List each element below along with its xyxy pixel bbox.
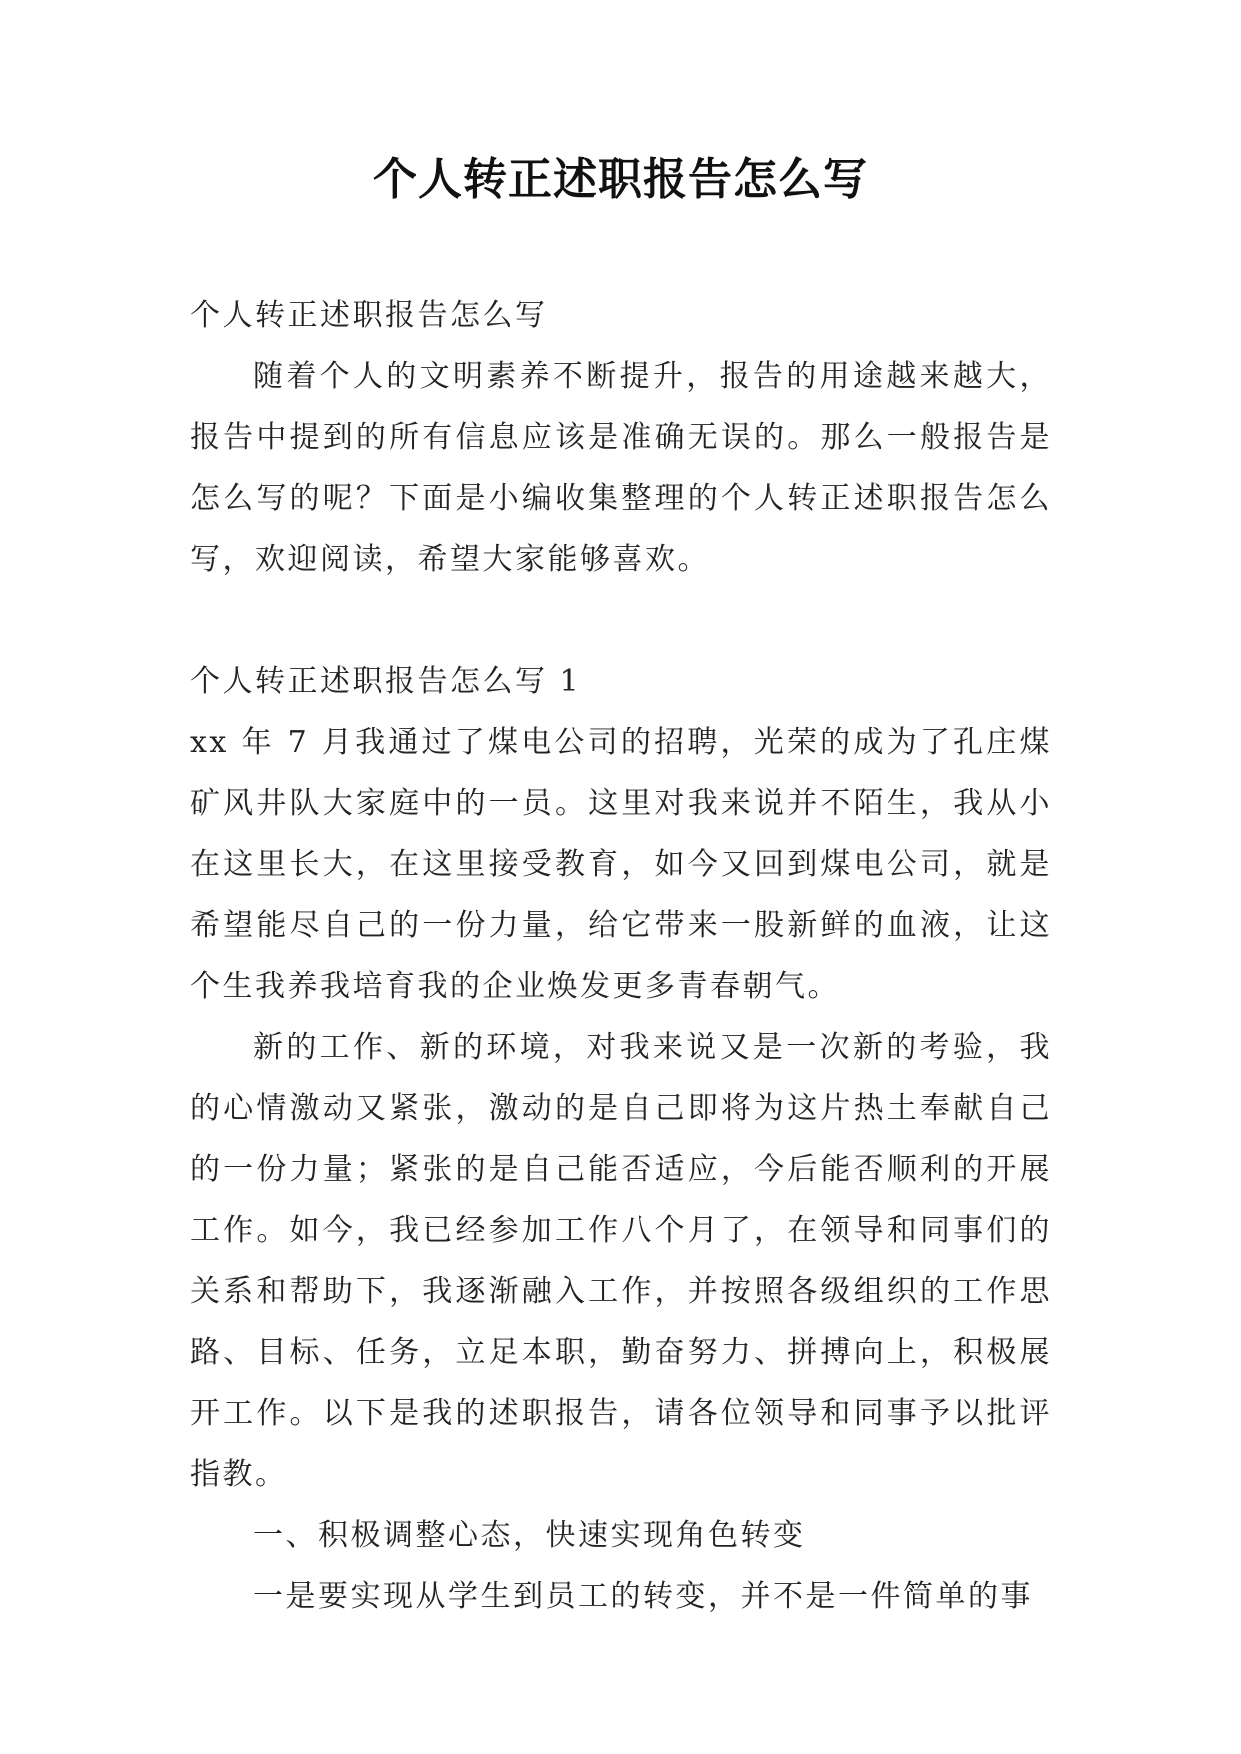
section-heading: 个人转正述职报告怎么写 1 <box>190 664 582 699</box>
document-title: 个人转正述职报告怎么写 <box>373 154 868 205</box>
body-paragraph: xx 年 7 月我通过了煤电公司的招聘，光荣的成为了孔庄煤矿风井队大家庭中的一员。这里对我来说并不陌生，我从小在这里长大，在这里接受教育，如今又回到煤电公司，就是希望能尽自己的一份力量，给它带来一股新鲜的血液，让这个生我养我培育我的企业焕发更多青春朝气。 <box>190 725 1052 1004</box>
point-heading: 一、积极调整心态，快速实现角色转变 <box>253 1518 806 1553</box>
intro-paragraph: 随着个人的文明素养不断提升，报告的用途越来越大，报告中提到的所有信息应该是准确无误的。那么一般报告是怎么写的呢？下面是小编收集整理的个人转正述职报告怎么写，欢迎阅读，希望大家能够喜欢。 <box>190 359 1052 577</box>
body-paragraph: 新的工作、新的环境，对我来说又是一次新的考验，我的心情激动又紧张，激动的是自己即将为这片热土奉献自己的一份力量；紧张的是自己能否适应，今后能否顺利的开展工作。如今，我已经参加工作八个月了，在领导和同事们的关系和帮助下，我逐渐融入工作，并按照各级组织的工作思路、目标、任务，立足本职，勤奋努力、拼搏向上，积极展开工作。以下是我的述职报告，请各位领导和同事予以批评指教。 <box>190 1030 1052 1492</box>
document-body <box>190 285 1052 1627</box>
body-paragraph: 一是要实现从学生到员工的转变，并不是一件简单的事 <box>253 1579 1033 1614</box>
document-subtitle: 个人转正述职报告怎么写 <box>190 298 548 333</box>
